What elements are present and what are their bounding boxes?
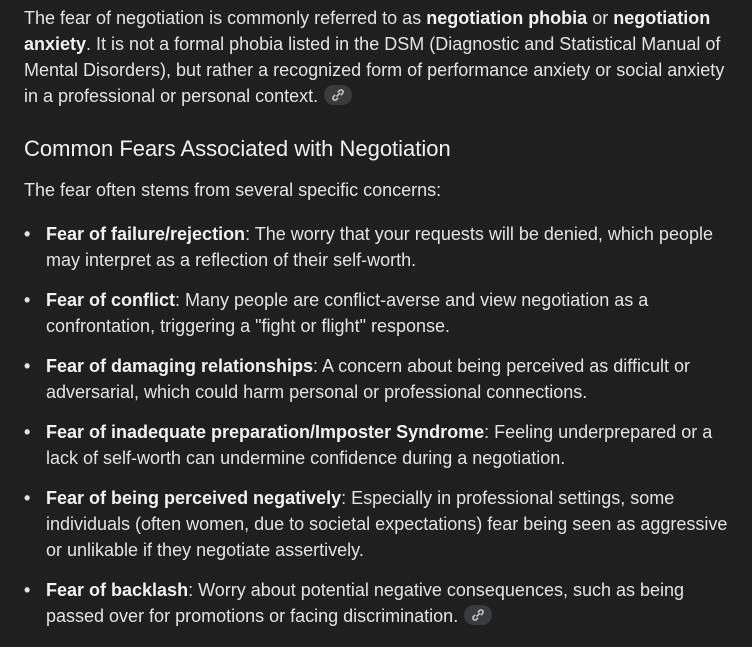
lead-paragraph: The fear often stems from several specific concerns: xyxy=(24,180,442,200)
intro-text-2: or xyxy=(587,8,614,28)
item-text: : Worry about potential negative consequences, such as being passed over for promotions or facing discrimination. xyxy=(46,580,685,626)
item-title: Fear of inadequate preparation/Imposter Syndrome xyxy=(46,422,485,442)
intro-text-1: The fear of negotiation is commonly referred to as xyxy=(24,8,427,28)
bullet: • xyxy=(24,290,31,310)
item-title: Fear of failure/rejection xyxy=(46,224,246,244)
intro-term-phobia: negotiation phobia xyxy=(426,8,588,28)
item-text: : Especially in professional settings, some individuals (often women, due to societal expectations) fear being seen as aggressive or unlikable if they negotiate assertively. xyxy=(46,488,728,560)
item-text: : The worry that your requests will be denied, which people may interpret as a reflection of their self-worth. xyxy=(46,224,713,270)
intro-term-anxiety: negotiation anxiety xyxy=(24,8,711,54)
bullet: • xyxy=(24,580,31,600)
list-item xyxy=(24,353,732,405)
item-text: : Feeling underprepared or a lack of self-worth can undermine confidence during a negotiation. xyxy=(46,422,713,468)
bullet: • xyxy=(24,422,31,442)
list-item xyxy=(24,221,732,273)
list-item xyxy=(24,485,732,563)
intro-text-3: . It is not a formal phobia listed in the DSM (Diagnostic and Statistical Manual of Mental Disorders), but rather a recognized form of performance anxiety or social anxiety in a professional or personal context. xyxy=(24,34,725,106)
bullet: • xyxy=(24,224,31,244)
list-item xyxy=(24,577,732,629)
source-link-button[interactable] xyxy=(464,605,492,625)
list-item xyxy=(24,287,732,339)
item-title: Fear of damaging relationships xyxy=(46,356,314,376)
item-text: : A concern about being perceived as difficult or adversarial, which could harm personal or professional connections. xyxy=(46,356,690,402)
fear-list xyxy=(24,221,732,629)
section-heading: Common Fears Associated with Negotiation xyxy=(24,136,451,161)
item-title: Fear of being perceived negatively xyxy=(46,488,342,508)
link-icon xyxy=(331,88,345,102)
list-item xyxy=(24,419,732,471)
intro-paragraph xyxy=(24,5,732,109)
item-title: Fear of backlash xyxy=(46,580,189,600)
source-link-button[interactable] xyxy=(324,85,352,105)
item-text: : Many people are conflict-averse and view negotiation as a confrontation, triggering a "fight or flight" response. xyxy=(46,290,649,336)
item-title: Fear of conflict xyxy=(46,290,176,310)
link-icon xyxy=(471,608,485,622)
bullet: • xyxy=(24,488,31,508)
bullet: • xyxy=(24,356,31,376)
